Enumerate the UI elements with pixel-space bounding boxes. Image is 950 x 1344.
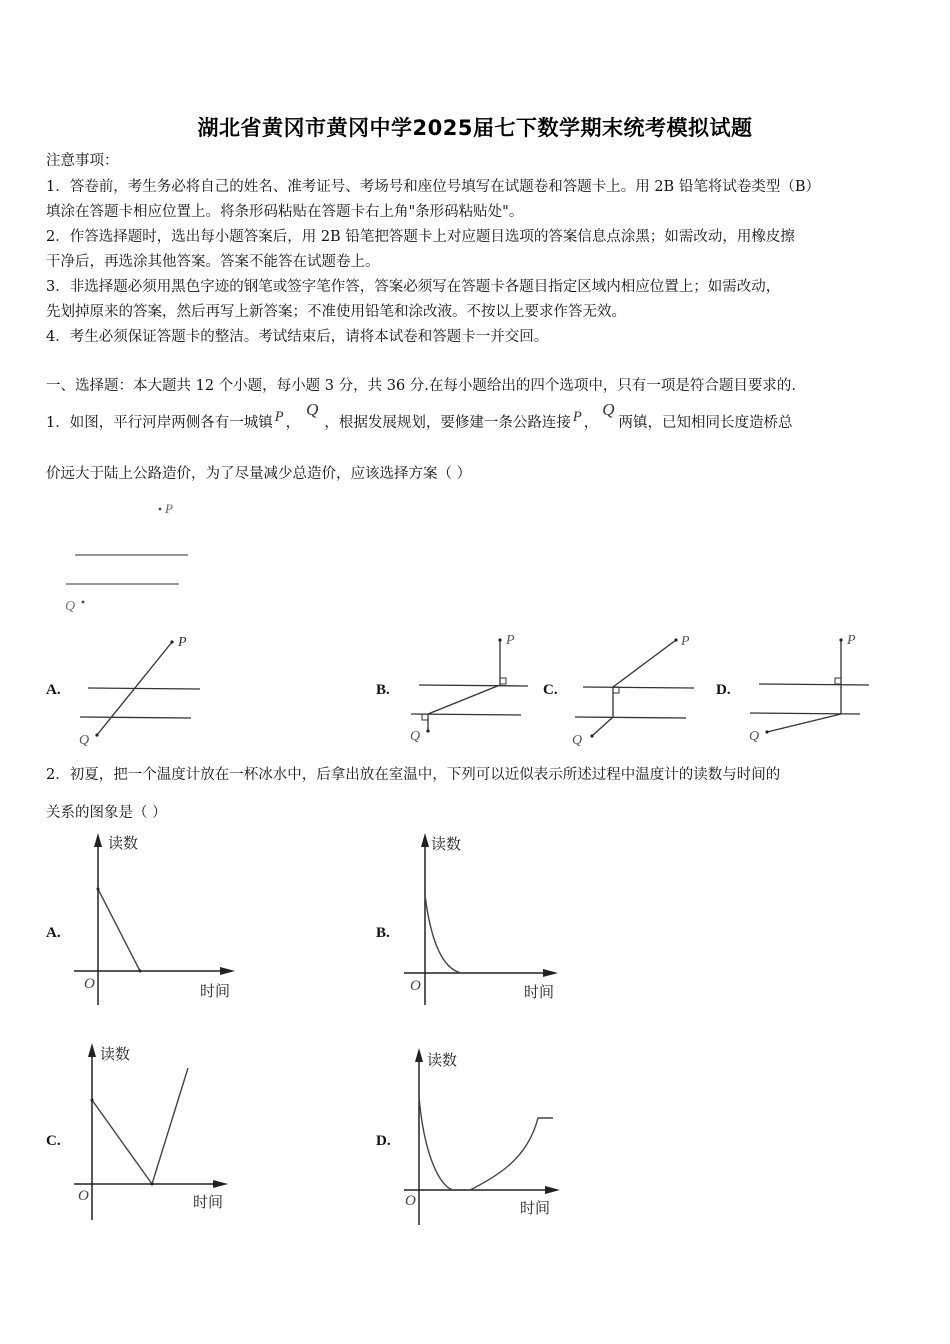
- y-axis-label: 读数: [108, 834, 139, 852]
- question-1-line-2: 价远大于陆上公路造价，为了尽量减少总造价，应该选择方案（ ）: [46, 466, 472, 482]
- q2-option-c-graph[interactable]: [70, 1040, 250, 1225]
- point-q-label: Q: [65, 599, 76, 614]
- point-q-label: Q: [410, 729, 421, 744]
- exam-title: 湖北省黄冈市黄冈中学2025届七下数学期末统考模拟试题: [197, 116, 753, 140]
- point-p-label: P: [165, 501, 173, 516]
- notice-line-5: 3．非选择题必须用黑色字迹的钢笔或签字笔作答，答案必须写在答题卡各题目指定区域内相应位置上；如需改动，: [46, 279, 781, 295]
- point-p-label: P: [178, 635, 187, 650]
- point-q-label: Q: [749, 729, 760, 744]
- var-p: P: [572, 409, 582, 425]
- q1-option-a-label[interactable]: A.: [46, 682, 61, 698]
- q2-option-d-label[interactable]: D.: [376, 1133, 391, 1149]
- point-q-label: Q: [572, 733, 583, 748]
- q2-option-b-graph[interactable]: [400, 830, 580, 1010]
- var-q: Q: [306, 400, 319, 419]
- q2-option-a-label[interactable]: A.: [46, 925, 61, 941]
- q1-option-b-figure[interactable]: [400, 630, 530, 750]
- notice-line-2: 填涂在答题卡相应位置上。将条形码粘贴在答题卡右上角"条形码粘贴处"。: [46, 204, 524, 220]
- question-2-line-2: 关系的图象是（ ）: [46, 805, 167, 821]
- q1-option-c-label[interactable]: C.: [543, 682, 558, 698]
- notice-line-6: 先划掉原来的答案，然后再写上新答案；不准使用铅笔和涂改液。不按以上要求作答无效。: [46, 304, 626, 320]
- q1-option-d-label[interactable]: D.: [716, 682, 731, 698]
- x-axis-label: 时间: [520, 1199, 551, 1217]
- origin-label: O: [84, 976, 95, 992]
- q1-text-b: ，根据发展规划，要修建一条公路连接: [324, 415, 571, 431]
- notice-line-1: 1．答卷前，考生务必将自己的姓名、准考证号、考场号和座位号填写在试题卷和答题卡上。用 2B 铅笔将试卷类型（B）: [46, 179, 820, 195]
- q1-option-a-figure[interactable]: [78, 630, 208, 750]
- q2-option-d-graph[interactable]: [400, 1045, 580, 1230]
- notice-line-7: 4．考生必须保证答题卡的整洁。考试结束后，请将本试卷和答题卡一并交回。: [46, 329, 549, 345]
- notice-line-3: 2．作答选择题时，选出每小题答案后，用 2B 铅笔把答题卡上对应题目选项的答案信息点涂黑；如需改动，用橡皮擦: [46, 229, 795, 245]
- origin-label: O: [78, 1188, 89, 1204]
- separator: ，: [285, 415, 301, 431]
- notice-heading: 注意事项：: [46, 153, 119, 169]
- var-q: Q: [602, 400, 615, 419]
- q1-option-b-label[interactable]: B.: [376, 682, 390, 698]
- q1-option-d-figure[interactable]: [745, 630, 875, 750]
- y-axis-label: 读数: [100, 1045, 131, 1063]
- q1-text-c: 两镇，已知相同长度造桥总: [618, 415, 793, 431]
- origin-label: O: [405, 1193, 416, 1209]
- y-axis-label: 读数: [431, 835, 462, 853]
- q2-option-a-graph[interactable]: [70, 830, 250, 1010]
- question-2-line-1: 2．初夏，把一个温度计放在一杯冰水中，后拿出放在室温中，下列可以近似表示所述过程中温度计的读数与时间的: [46, 767, 781, 783]
- q2-option-b-label[interactable]: B.: [376, 925, 390, 941]
- section-heading: 一、选择题：本大题共 12 个小题，每小题 3 分，共 36 分.在每小题给出的四个选项中，只有一项是符合题目要求的.: [46, 378, 796, 394]
- river-figure: [55, 498, 205, 618]
- notice-line-4: 干净后，再选涂其他答案。答案不能答在试题卷上。: [46, 254, 380, 270]
- point-p-label: P: [847, 633, 856, 648]
- point-p-label: P: [506, 633, 515, 648]
- x-axis-label: 时间: [200, 982, 231, 1000]
- x-axis-label: 时间: [193, 1193, 224, 1211]
- y-axis-label: 读数: [427, 1051, 458, 1069]
- point-p-label: P: [681, 634, 690, 649]
- question-1-line-1: [46, 400, 793, 432]
- separator: ，: [583, 415, 599, 431]
- point-q-label: Q: [79, 733, 90, 748]
- q1-text-a: 1．如图，平行河岸两侧各有一城镇: [46, 415, 273, 431]
- origin-label: O: [410, 978, 421, 994]
- q1-option-c-figure[interactable]: [570, 630, 700, 750]
- var-p: P: [274, 409, 284, 425]
- q2-option-c-label[interactable]: C.: [46, 1133, 61, 1149]
- x-axis-label: 时间: [524, 983, 555, 1001]
